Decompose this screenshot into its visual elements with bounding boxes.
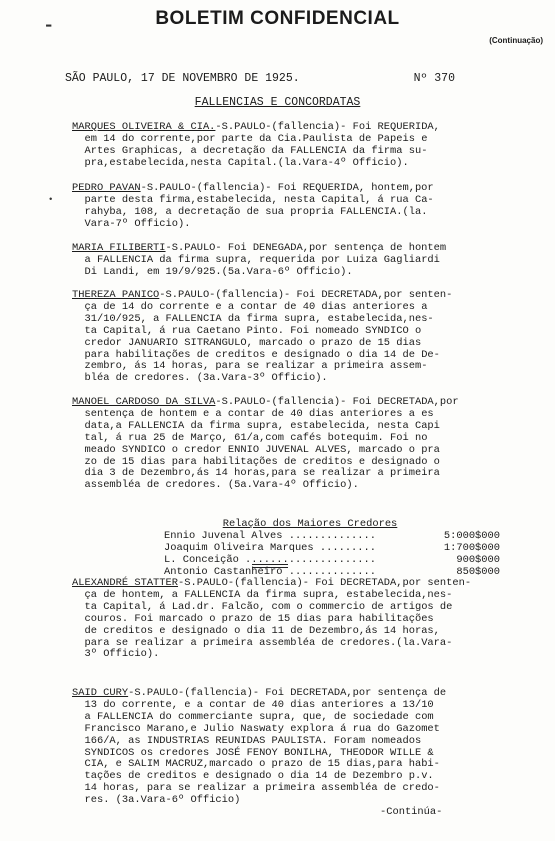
entry-line: tal, á rua 25 de Março, 61/a,com cafés botequim. Foi no [72,431,428,444]
entry-name: SAID CURY [72,687,129,699]
entry-line: dia 3 de Dezembro,ás 14 horas,para se realizar a primeira [72,467,440,480]
entry-name: THEREZA PANICO [72,289,160,301]
entry-line: CIA, e SALIM MACRUZ,marcado o prazo de 15 dias,para habi- [72,758,440,771]
entry-line: res. (3a.Vara-6º Officio) [72,794,241,807]
entry-said-cury [72,688,532,807]
entry-name: MARIA FILIBERTI [72,242,166,254]
creditor-amount: 5:000$000 [443,529,500,542]
creditor-amount: 1:700$000 [443,541,500,554]
entry-line: para se realizar a primeira assembléa de credores.(la.Vara- [72,636,453,649]
entry-line: ça de hontem, a FALLENCIA da firma supra, estabelecida,nes- [72,588,453,601]
entry-line: 31/10/925, a FALLENCIA da firma supra, estabelecida,nes- [72,312,434,325]
creditor-row [164,555,500,567]
entry-line: tações de creditos e designado o dia 14 de Dezembro p.v. [72,770,434,783]
entry-line: -S.PAULO-(fallencia)- Foi DECRETADA,por [215,396,459,408]
creditor-name: Ennio Juvenal Alves .............. [164,529,377,542]
entry-manoel-cardoso [72,397,532,492]
entry-line: data,a FALLENCIA da firma supra, estabelecida, nesta Capi [72,419,440,432]
entry-line: ta Capital, á rua Caetano Pinto. Foi nomeado SYNDICO o [72,324,422,337]
entry-pedro-pavan [72,183,532,231]
entry-marques-oliveira [72,122,532,170]
entry-line: Vara-7º Officio). [72,217,191,230]
entry-line: 14 horas, para se realizar a primeira assembléa de credo- [72,782,440,795]
continued-marker: -Continúa- [380,806,443,818]
section-divider [252,564,288,565]
entry-line: pra,estabelecida,nesta Capital.(la.Vara-4º Officio). [72,156,409,169]
margin-mark: • [48,195,54,205]
creditor-amount: 900$000 [456,553,500,566]
continuation-label: (Continuação) [489,36,543,45]
entry-line: ça de 14 do corrente e a contar de 40 dias anteriores a [72,300,428,313]
entry-line: 3º Officio). [72,648,160,661]
creditor-name: Antonio Castanheiro .............. [164,565,377,578]
entry-line: -S.PAULO- Foi DENEGADA,por sentença de hontem [165,242,447,254]
margin-mark: ▬ [46,20,52,30]
bulletin-title: BOLETIM CONFIDENCIAL [155,8,400,29]
entry-alexandre-statter [72,578,532,661]
entry-line: zo de 15 dias para habilitações de creditos e designado o [72,455,440,468]
entry-line: em 14 do corrente,por parte da Cia.Paulista de Papeis e [72,132,428,145]
entry-thereza-panico [72,290,532,385]
entry-name: PEDRO PAVAN [72,182,141,194]
entry-name: MARQUES OLIVEIRA & CIA. [72,121,216,133]
entry-line: Artes Graphicas, a decretação da FALLENCIA da firma su- [72,144,428,157]
entry-line: -S.PAULO-(fallencia)- Foi REQUERIDA, [215,121,440,133]
entry-line: sentença de hontem e a contar de 40 dias anteriores a es [72,407,434,420]
entry-line: -S.PAULO-(fallencia)- Foi DECRETADA,por sentença de [128,687,447,699]
entry-line: a FALLENCIA da firma supra, requerida por Luiza Gagliardi [72,253,440,266]
entry-line: meado SYNDICO o credor ENNIO JUVENAL ALVES, marcado o pra [72,443,440,456]
entry-line: a FALLENCIA do commerciante supra, que, de sociedade com [72,710,434,723]
entry-line: para habilitações de creditos e designado o dia 14 de De- [72,348,440,361]
creditors-title: Relação dos Maiores Credores [222,518,398,530]
entry-name: ALEXANDRÉ STATTER [72,577,179,589]
entry-line: de creditos e designado o dia 11 de Dezembro,ás 14 horas, [72,624,440,637]
entry-line: SYNDICOS os credores JOSÉ FENOY BONILHA, THEODOR WILLE & [72,746,434,759]
entry-line: -S.PAULO-(fallencia)- Foi REQUERIDA, hontem,por [140,182,434,194]
entry-line: 166/A, as INDUSTRIAS REUNIDAS PAULISTA. Foram nomeados [72,734,422,747]
creditors-list [70,519,530,579]
entry-line: -S.PAULO-(fallencia)- Foi DECRETADA,por senten- [159,289,453,301]
entry-line: couros. Foi marcado o prazo de 15 dias para habilitações [72,612,434,625]
entry-line: zembro, ás 14 horas, para se realizar a primeira assem- [72,360,428,373]
entry-line: bléa de credores. (3a.Vara-3º Officio). [72,372,328,385]
entry-maria-filiberti [72,243,532,279]
entry-line: 13 do corrente, e a contar de 40 dias anteriores a 13/10 [72,698,434,711]
entry-line: assembléa de credores. (5a.Vara-4º Officio). [72,479,359,492]
creditor-amount: 850$000 [456,565,500,578]
entry-line: parte desta firma,estabelecida, nesta Capital, á rua Ca- [72,193,434,206]
dateline: SÃO PAULO, 17 DE NOVEMBRO DE 1925. [65,72,300,85]
entry-line: Di Landi, em 19/9/925.(5a.Vara-6º Officio). [72,265,353,278]
bulletin-number: Nº 370 [413,72,455,85]
section-divider [252,567,288,568]
entry-name: MANOEL CARDOSO DA SILVA [72,396,216,408]
section-heading: FALLENCIAS E CONCORDATAS [194,96,361,109]
entry-line: Francisco Marano,e Julio Naswaty explora á rua do Gazomet [72,722,440,735]
entry-line: rahyba, 108, a decretação de sua propria FALLENCIA.(la. [72,205,428,218]
creditor-name: L. Conceição ..................... [164,553,377,566]
entry-line: -S.PAULO-(fallencia)- Foi DECRETADA,por senten- [178,577,472,589]
creditor-row [164,543,500,555]
entry-line: ta Capital, á Lad.dr. Falcão, com o commercio de artigos de [72,600,453,613]
creditor-name: Joaquim Oliveira Marques ......... [164,541,377,554]
entry-line: credor JANUARIO SITRANGULO, marcado o prazo de 15 dias [72,336,422,349]
